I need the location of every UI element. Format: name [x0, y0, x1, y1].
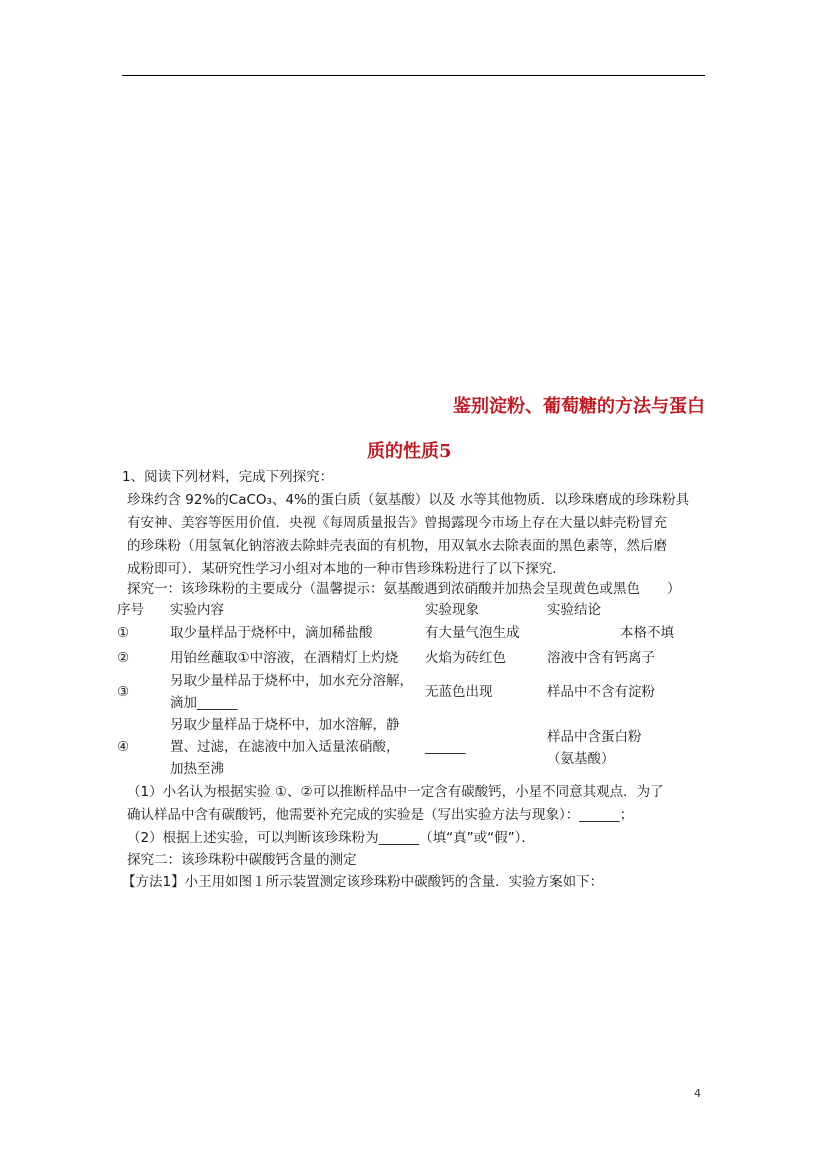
table-row-4-conclusion-line-2: （氨基酸） [547, 751, 615, 767]
table-row-2-seq: ② [117, 650, 130, 666]
material-line-4: 成粉即可）．某研究性学习小组对本地的一种市售珍珠粉进行了以下探究． [127, 561, 566, 577]
table-row-4-content-line-2: 置、过滤，在滤液中加入适量浓硝酸， [170, 739, 400, 755]
table-row-1-content: 取少量样品于烧杯中，滴加稀盐酸 [170, 625, 373, 641]
followup-line-2: 确认样品中含有碳酸钙，他需要补充完成的实验是（写出实验方法与现象）：______； [127, 807, 634, 823]
table-row-3-conclusion: 样品中不含有淀粉 [547, 684, 655, 700]
document-title-line-1: 鉴别淀粉、葡萄糖的方法与蛋白 [453, 396, 705, 417]
question-heading: 1、阅读下列材料，完成下列探究： [122, 469, 334, 485]
page-number: 4 [694, 1087, 701, 1100]
followup-line-1: （1）小名认为根据实验 ①、②可以推断样品中一定含有碳酸钙，小星不同意其观点．为了 [127, 784, 664, 800]
table-header-phenomenon: 实验现象 [425, 602, 479, 618]
table-header-content: 实验内容 [170, 602, 224, 618]
table-row-3-seq: ③ [117, 684, 130, 700]
inquiry1-title: 探究一：该珍珠粉的主要成分（温馨提示：氨基酸遇到浓硝酸并加热会呈现黄色或黑色 ） [127, 581, 681, 597]
document-title-line-2: 质的性质5 [367, 441, 452, 462]
table-row-2-content: 用铂丝蘸取①中溶液，在酒精灯上灼烧 [170, 650, 399, 666]
table-row-1-conclusion: 本格不填 [620, 625, 674, 641]
table-row-3-phenomenon: 无蓝色出现 [425, 684, 493, 700]
table-row-4-seq: ④ [117, 739, 130, 755]
material-line-2: 有安神、美容等医用价值．央视《每周质量报告》曾揭露现今市场上存在大量以蚌壳粉冒充 [127, 515, 667, 531]
table-row-2-conclusion: 溶液中含有钙离子 [547, 650, 655, 666]
table-row-4-phenomenon: ______ [425, 739, 466, 755]
method1-line: 【方法1】小王用如图１所示装置测定该珍珠粉中碳酸钙的含量．实验方案如下： [122, 874, 604, 890]
table-row-1-seq: ① [117, 625, 130, 641]
inquiry2-title: 探究二：该珍珠粉中碳酸钙含量的测定 [127, 852, 357, 868]
material-line-1: 珍珠约含 92%的CaCO₃、4%的蛋白质（氨基酸）以及 水等其他物质．以珍珠磨成的珍珠粉具 [127, 492, 690, 508]
table-row-4-content-line-1: 另取少量样品于烧杯中，加水溶解，静 [170, 717, 400, 733]
table-row-2-phenomenon: 火焰为砖红色 [425, 650, 506, 666]
table-row-4-content-line-3: 加热至沸 [170, 761, 224, 777]
material-line-3: 的珍珠粉（用氢氧化钠溶液去除蚌壳表面的有机物，用双氧水去除表面的黑色素等，然后磨 [127, 538, 667, 554]
table-header-seq: 序号 [117, 602, 144, 618]
table-header-conclusion: 实验结论 [547, 602, 601, 618]
header-rule [122, 75, 705, 76]
table-row-1-phenomenon: 有大量气泡生成 [425, 625, 520, 641]
table-row-3-content-line-1: 另取少量样品于烧杯中，加水充分溶解， [170, 673, 413, 689]
table-row-4-conclusion-line-1: 样品中含蛋白粉 [547, 729, 642, 745]
followup-line-3: （2）根据上述实验，可以判断该珍珠粉为______（填“真”或“假”）． [127, 830, 535, 846]
table-row-3-content-line-2: 滴加______ [170, 695, 238, 711]
